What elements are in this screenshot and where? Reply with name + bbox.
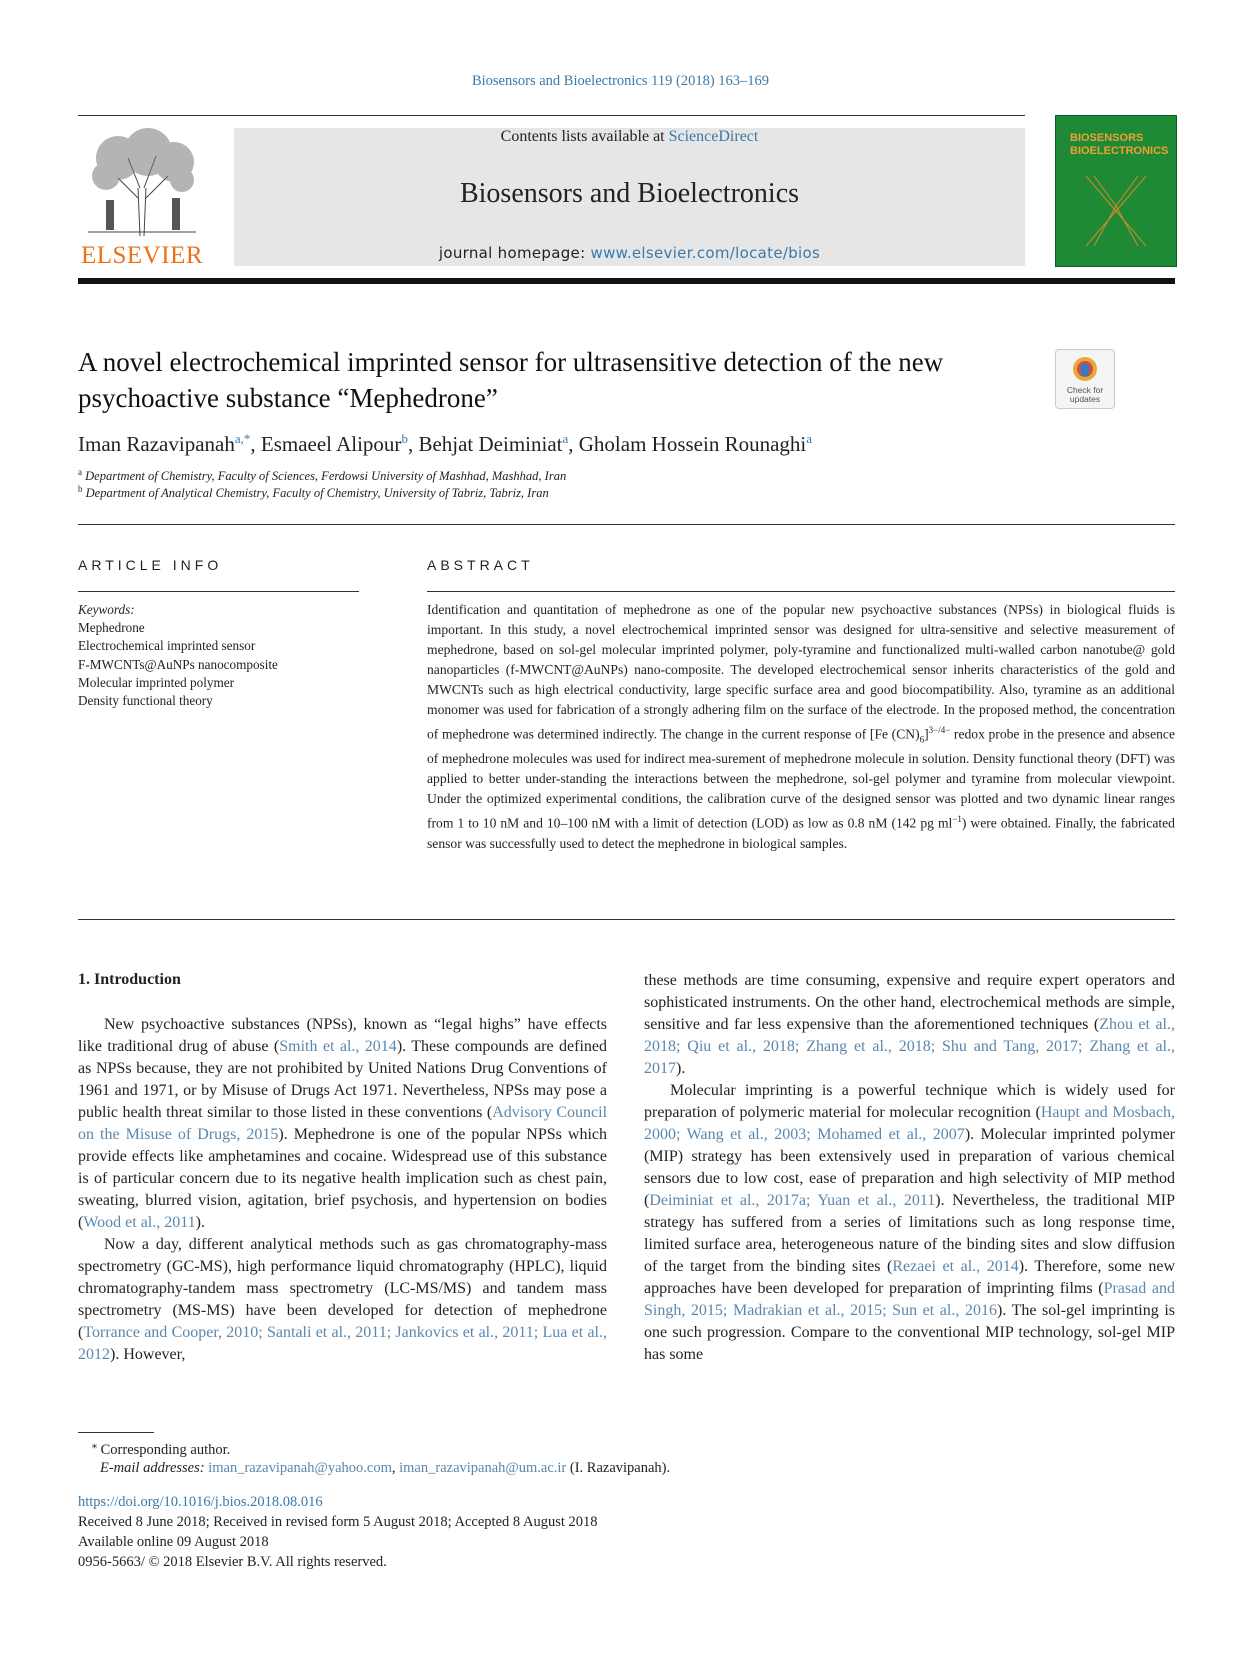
citation-link[interactable]: Advisory Council on the Misuse of Drugs, 2015 <box>78 1104 608 1143</box>
cover-title-2: BIOELECTRONICS <box>1070 145 1169 157</box>
homepage-prefix: journal homepage: <box>438 244 591 262</box>
affiliation-a: $^a$ Department of Chemistry, Faculty of Sciences, Ferdowsi University of Mashhad, Mashhad, Iran <box>78 467 567 484</box>
email-line: E-mail addresses: iman_razavipanah@yahoo.com, iman_razavipanah@um.ac.ir (I. Razavipanah). <box>100 1460 671 1476</box>
author-affil-sup[interactable]: b <box>401 431 408 446</box>
introduction-heading: 1. Introduction <box>78 971 181 988</box>
affiliation-b: $^b$ Department of Analytical Chemistry, Faculty of Chemistry, University of Tabriz, Tabriz, Iran <box>78 484 549 501</box>
paragraph: Molecular imprinting is a powerful technique which is widely used for preparation of polymeric material for molecular recognition (Haupt and Mosbach, 2000; Wang et al., 2003; Mohamed et al., 2007). Molecular imprinted polymer (MIP) strategy has been extensively used in preparation of various chemical sensors due to low cost, ease of preparation and high selectivity of MIP method (Deiminiat et al., 2017a; Yuan et al., 2011). Nevertheless, the traditional MIP strategy has suffered from a series of limitations such as long response time, limited surface area, heterogeneous nature of the binding sites and slow diffusion of the target from the binding sites (Rezaei et al., 2014). Therefore, some new approaches have been developed for preparation of imprinting films (Prasad and Singh, 2015; Madrakian et al., 2015; Sun et al., 2016). The sol-gel imprinting is one such progression. Compare to the conventional MIP technology, sol-gel MIP has some <box>644 1082 1176 1363</box>
author-name[interactable]: Iman Razavipanah <box>78 432 235 456</box>
header-rule <box>78 115 1025 116</box>
journal-citation-link[interactable]: Biosensors and Bioelectronics 119 (2018) 163–169 <box>471 73 770 89</box>
keywords-block <box>78 601 368 710</box>
keyword: Electrochemical imprinted sensor <box>78 638 256 654</box>
citation-link[interactable]: Rezaei et al., 2014 <box>892 1258 1019 1275</box>
citation-link[interactable]: Haupt and Mosbach, 2000; Wang et al., 2003; Mohamed et al., 2007 <box>644 1104 1176 1143</box>
header-thick-rule <box>78 278 1175 284</box>
check-for-updates-button[interactable] <box>1055 349 1115 409</box>
copyright: 0956-5663/ © 2018 Elsevier B.V. All rights reserved. <box>78 1554 387 1570</box>
check-for-updates-label: Check for updates <box>1066 385 1104 404</box>
corresponding-author-note: ⁎ Corresponding author. <box>92 1440 231 1458</box>
author-affil-sup[interactable]: a <box>562 431 569 446</box>
citation-link[interactable]: Smith et al., 2014 <box>279 1038 397 1055</box>
abstract-text: Identification and quantitation of mephedrone as one of the popular new psychoactive substances (NPSs) in biological fluids is important. In this study, a novel electrochemical imprinted sensor was designed for ultra-sensitive and selective measurement of mephedrone, based on sol-gel molecular imprinted polymer, poly-tyramine and functionalized multi-walled carbon nanotube@ gold nanoparticles (f-MWCNT@AuNPs) nano-composite. The developed electrochemical sensor inherits characteristics of the gold and MWCNTs such as high electrical conductivity, large specific surface area and good biocompatibility. Also, tyramine as an additional monomer was used for fabrication of a strongly adhering film on the surface of the electrode. In the proposed method, the concentration of mephedrone was determined indirectly. The change in the current response of [Fe $(CN)_6]^{3-/4-}$ redox probe in the presence and absence of mephedrone molecules was used for indirect mea-surement of mephedrone molecule in solution. Density functional theory (DFT) was applied to better under-standing the interactions between the mephedrone, sol-gel polymer and tyramine from molecular viewpoint. Under the optimized experimental conditions, the calibration curve of the designed sensor was plotted and two dynamic linear ranges from 1 to 10 nM and 10–100 nM with a limit of detection (LOD) as low as 0.8 nM (142 pg $ml^{-1}$) were obtained. Finally, the fabricated sensor was successfully used to detect the mephedrone in biological samples. <box>427 602 1175 851</box>
author-name[interactable]: Gholam Hossein Rounaghi <box>578 432 807 456</box>
keyword: Mephedrone <box>78 620 145 636</box>
available-online: Available online 09 August 2018 <box>78 1534 269 1550</box>
article-info-heading: ARTICLE INFO <box>78 557 223 573</box>
keyword: F-MWCNTs@AuNPs nanocomposite <box>78 656 278 672</box>
author-affil-sup[interactable]: a,* <box>234 431 251 446</box>
cover-title-1: BIOSENSORS <box>1070 132 1144 144</box>
homepage-line <box>234 244 1025 262</box>
doi-link[interactable]: https://doi.org/10.1016/j.bios.2018.08.016 <box>78 1494 323 1510</box>
section-rule <box>78 919 1175 920</box>
body-column-right <box>644 970 1175 1366</box>
keyword: Molecular imprinted polymer <box>78 674 235 690</box>
citation-link[interactable]: Torrance and Cooper, 2010; Santali et al., 2011; Jankovics et al., 2011; Lua et al., 2012 <box>78 1324 607 1363</box>
article-title: A novel electrochemical imprinted sensor for ultrasensitive detection of the new psychoactive substance “Mephedrone” <box>78 347 944 413</box>
citation-link[interactable]: Wood et al., 2011 <box>83 1214 196 1231</box>
footnote-rule <box>78 1432 154 1433</box>
contents-prefix: Contents lists available at <box>500 128 669 145</box>
citation-link[interactable]: Prasad and Singh, 2015; Madrakian et al., 2015; Sun et al., 2016 <box>644 1280 1175 1319</box>
journal-cover-image[interactable] <box>1055 115 1177 267</box>
received-dates: Received 8 June 2018; Received in revised form 5 August 2018; Accepted 8 August 2018 <box>78 1514 598 1530</box>
author-name[interactable]: Esmaeel Alipour <box>260 432 402 456</box>
paragraph: these methods are time consuming, expensive and require expert operators and sophisticated instruments. On the other hand, electrochemical methods are simple, sensitive and far less expensive than the aforementioned techniques (Zhou et al., 2018; Qiu et al., 2018; Zhang et al., 2018; Shu and Tang, 2017; Zhang et al., 2017). <box>644 972 1175 1077</box>
elsevier-wordmark: ELSEVIER <box>80 242 204 269</box>
citation-link[interactable]: Deiminiat et al., 2017a; Yuan et al., 2011 <box>649 1192 936 1209</box>
citation-link[interactable]: Zhou et al., 2018; Qiu et al., 2018; Zhang et al., 2018; Shu and Tang, 2017; Zhang et al., 2017 <box>644 1016 1175 1077</box>
author-list: Iman Razavipanah$^{a,*}$, Esmaeel Alipour$^b$, Behjat Deiminiat$^a$, Gholam Hossein Rounaghi$^a$ <box>78 431 813 456</box>
crossmark-icon <box>1072 356 1098 384</box>
email-link[interactable]: iman_razavipanah@um.ac.ir <box>399 1460 567 1476</box>
paragraph: Now a day, different analytical methods such as gas chromatography-mass spectrometry (GC-MS), high performance liquid chromatography (HPLC), liquid chromatography-tandem mass spectrometry (LC-MS/MS) and tandem mass spectrometry (MS-MS) have been developed for detection of mephedrone (Torrance and Cooper, 2010; Santali et al., 2011; Jankovics et al., 2011; Lua et al., 2012). However, <box>78 1236 607 1363</box>
keyword: Density functional theory <box>78 693 213 709</box>
paragraph: New psychoactive substances (NPSs), known as “legal highs” have effects like traditional drug of abuse (Smith et al., 2014). These compounds are defined as NPSs because, they are not prohibited by United Nations Drug Conventions of 1961 and 1971, or by Misuse of Drugs Act 1971. Nevertheless, NPSs may pose a public health threat similar to those listed in these conventions (Advisory Council on the Misuse of Drugs, 2015). Mephedrone is one of the popular NPSs which provide effects like amphetamines and cocaine. Widespread use of this substance is of particular concern due to its negative health implication such as chest pain, sweating, blurred vision, agitation, brief psychosis, and hypertension on bodies (Wood et al., 2011). <box>78 1016 608 1231</box>
abstract-rule <box>427 591 1175 592</box>
sciencedirect-link[interactable]: ScienceDirect <box>668 128 759 145</box>
section-rule <box>78 524 1175 525</box>
body-column-left <box>78 1014 607 1366</box>
article-info-rule <box>78 591 359 592</box>
journal-name: Biosensors and Bioelectronics <box>459 178 800 209</box>
homepage-link[interactable]: www.elsevier.com/locate/bios <box>590 244 821 262</box>
keywords-label: Keywords: <box>78 602 135 617</box>
email-link[interactable]: iman_razavipanah@yahoo.com <box>208 1460 392 1476</box>
author-affil-sup[interactable]: a <box>806 431 813 446</box>
author-name[interactable]: Behjat Deiminiat <box>418 432 563 456</box>
contents-line <box>234 128 1025 146</box>
abstract-heading: ABSTRACT <box>427 557 534 573</box>
